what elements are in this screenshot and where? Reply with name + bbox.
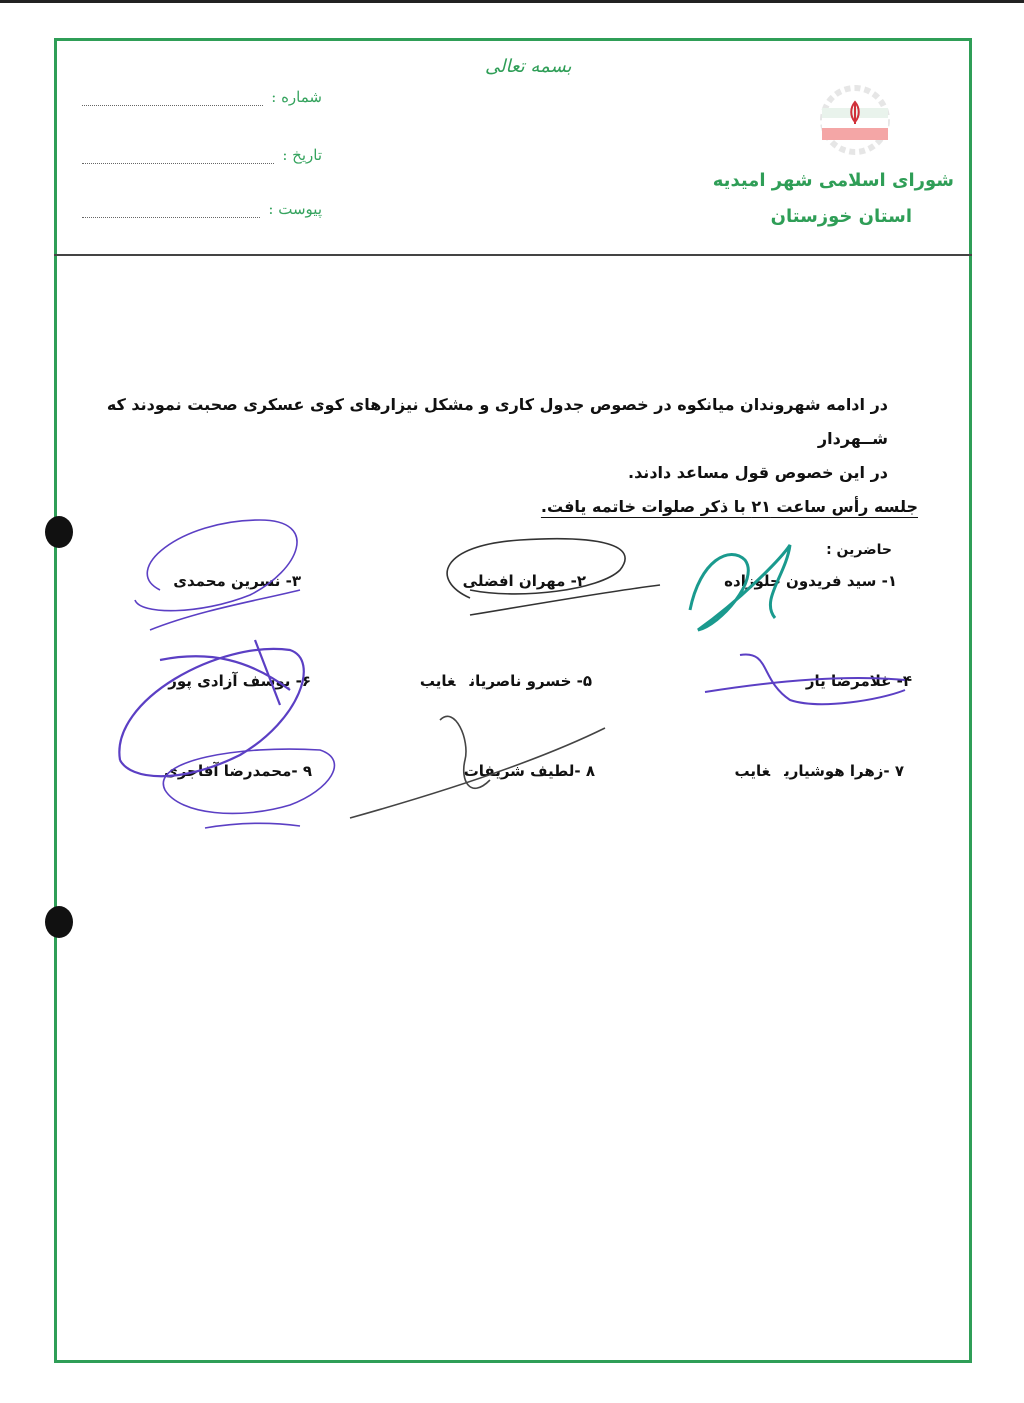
closing-line: جلسه رأس ساعت ۲۱ با ذکر صلوات خاتمه یافت. — [540, 497, 918, 516]
attendees-label: حاضرین : — [826, 542, 892, 558]
attachment-label: پیوست : — [268, 200, 322, 218]
council-emblem-icon — [800, 80, 910, 160]
attendee-4: ۴- غلامرضا یار — [805, 672, 912, 690]
attendee-7: ۷ -زهرا هوشیاریغایب — [734, 762, 904, 780]
attendee-5-status: غایب — [419, 672, 456, 690]
attendee-5: ۵- خسرو ناصریانغایب — [419, 672, 592, 690]
attendee-1: ۱- سید فریدون جلوزاده — [724, 572, 897, 590]
number-label: شماره : — [271, 88, 322, 106]
attendee-3: ۳- نسرین محمدی — [173, 572, 301, 590]
attachment-field — [82, 190, 322, 218]
letterhead-frame — [54, 38, 972, 1363]
attendee-2: ۲- مهران افضلی — [462, 572, 586, 590]
basmala: بسمه تعالی — [485, 56, 572, 77]
date-field — [82, 136, 322, 164]
council-name: شورای اسلامی شهر امیدیه — [712, 170, 954, 191]
page-edge — [0, 0, 1024, 3]
minutes-body — [100, 388, 918, 524]
attendee-6: ۶- یوسف آزادی پور — [168, 672, 311, 690]
body-line-2: در این خصوص قول مساعد دادند. — [627, 463, 888, 482]
attendee-9: ۹ -محمدرضا آقاجری — [164, 762, 312, 780]
number-field — [82, 78, 322, 106]
punch-hole-top — [45, 516, 73, 548]
province-name: استان خوزستان — [770, 206, 912, 227]
attachment-dots — [82, 207, 260, 218]
date-label: تاریخ : — [282, 146, 322, 164]
attendee-7-status: غایب — [734, 762, 771, 780]
header-divider — [54, 254, 972, 256]
body-line-1: در ادامه شهروندان میانکوه در خصوص جدول کاری و مشکل نیزارهای کوی عسکری صحبت نمودند که شــهردار — [106, 395, 888, 448]
number-dots — [82, 95, 263, 106]
date-dots — [82, 153, 274, 164]
punch-hole-bottom — [45, 906, 73, 938]
attendee-8: ۸ -لطیف شریفات — [463, 762, 595, 780]
